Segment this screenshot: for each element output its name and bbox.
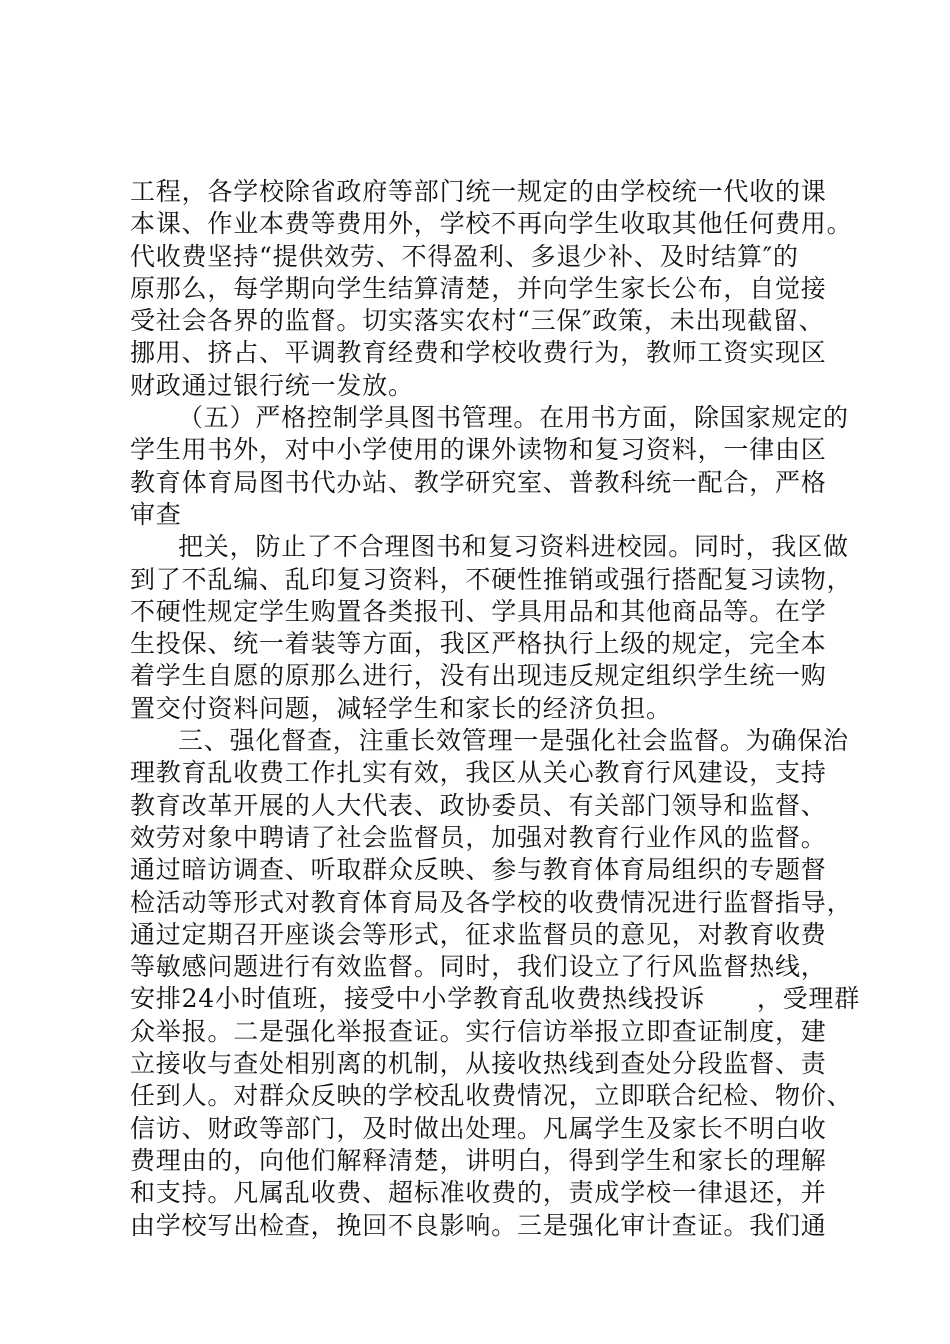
text-line: 学生用书外，对中小学使用的课外读物和复习资料，一律由区 (130, 435, 827, 465)
text-line: 不硬性规定学生购置各类报刊、学具用品和其他商品等。在学 (130, 596, 827, 626)
section-heading-line: （五）严格控制学具图书管理。在用书方面，除国家规定的 (178, 403, 849, 433)
text-line: 和支持。凡属乱收费、超标准收费的，责成学校一律退还，并 (130, 1178, 827, 1208)
text-line: 教育体育局图书代办站、教学研究室、普教科统一配合，严格 (130, 467, 827, 497)
text-line: 代收费坚持“提供效劳、不得盈利、多退少补、及时结算″的 (130, 241, 799, 271)
text-line: 理教育乱收费工作扎实有效，我区从关心教育行风建设，支持 (130, 758, 827, 788)
text-line: 效劳对象中聘请了社会监督员，加强对教育行业作风的监督。 (130, 822, 827, 852)
text-line: 通过定期召开座谈会等形式，征求监督员的意见，对教育收费 (130, 919, 827, 949)
text-line: 任到人。对群众反映的学校乱收费情况，立即联合纪检、物价、 (130, 1081, 853, 1111)
text-line: 受社会各界的监督。切实落实农村“三保″政策，未出现截留、 (130, 306, 825, 336)
text-line: 信访、财政等部门，及时做出处理。凡属学生及家长不明白收 (130, 1113, 827, 1143)
text-line: 置交付资料问题，减轻学生和家长的经济负担。 (130, 693, 672, 723)
text-line: 把关，防止了不合理图书和复习资料进校园。同时，我区做 (178, 532, 849, 562)
text-line: 到了不乱编、乱印复习资料，不硬性推销或强行搭配复习读物， (130, 564, 853, 594)
text-line: 通过暗访调查、听取群众反映、参与教育体育局组织的专题督 (130, 855, 827, 885)
text-line: 费理由的，向他们解释清楚，讲明白，得到学生和家长的理解 (130, 1145, 827, 1175)
text-line: 生投保、统一着装等方面，我区严格执行上级的规定，完全本 (130, 629, 827, 659)
text-line: 工程，各学校除省政府等部门统一规定的由学校统一代收的课 (130, 177, 827, 206)
text-line: 教育改革开展的人大代表、政协委员、有关部门领导和监督、 (130, 790, 827, 820)
text-line: 着学生自愿的原那么进行，没有出现违反规定组织学生统一购 (130, 661, 827, 691)
text-line: 等敏感问题进行有效监督。同时，我们设立了行风监督热线， (130, 952, 827, 982)
text-line: 挪用、挤占、平调教育经费和学校收费行为，教师工资实现区 (130, 338, 827, 368)
text-line: 安排24小时值班，接受中小学教育乱收费热线投诉 ，受理群 (130, 984, 861, 1014)
text-line: 审查 (130, 499, 182, 529)
text-line: 由学校写出检查，挽回不良影响。三是强化审计查证。我们通 (130, 1210, 827, 1240)
text-line: 本课、作业本费等费用外，学校不再向学生收取其他任何费用。 (130, 209, 853, 239)
text-line: 检活动等形式对教育体育局及各学校的收费情况进行监督指导， (130, 887, 853, 917)
text-line: 财政通过银行统一发放。 (130, 370, 414, 400)
document-body (130, 176, 861, 1242)
section-heading-line: 三、强化督查，注重长效管理一是强化社会监督。为确保治 (178, 726, 849, 756)
text-line: 立接收与查处相别离的机制，从接收热线到查处分段监督、责 (130, 1049, 827, 1079)
text-line: 众举报。二是强化举报查证。实行信访举报立即查证制度，建 (130, 1016, 827, 1046)
text-line: 原那么，每学期向学生结算清楚，并向学生家长公布，自觉接 (130, 273, 827, 303)
